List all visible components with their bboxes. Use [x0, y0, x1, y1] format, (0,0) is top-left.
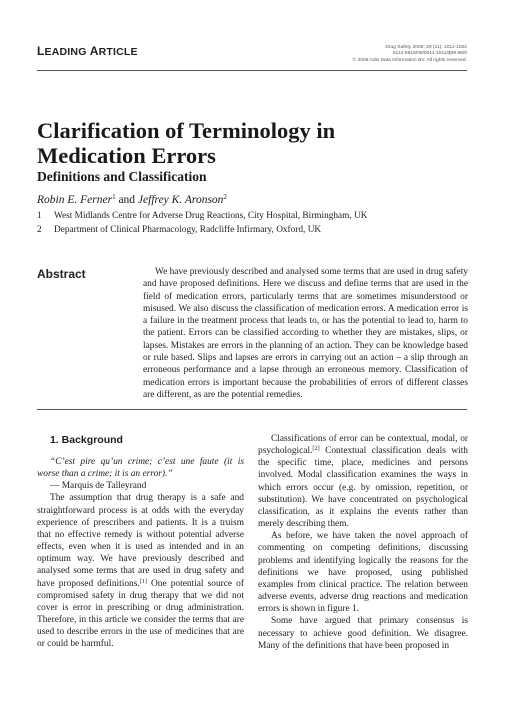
affiliation-text: West Midlands Centre for Adverse Drug Reactions, City Hospital, Birmingham, UK — [54, 211, 368, 221]
section-label-word: RTICLE — [98, 46, 138, 58]
reference-marker[interactable]: [1] — [139, 577, 147, 585]
journal-info — [353, 45, 467, 64]
body-column-left — [37, 433, 244, 651]
author-affiliation-marker: 2 — [223, 193, 227, 201]
abstract-divider — [37, 409, 467, 410]
article-subtitle: Definitions and Classification — [37, 169, 207, 184]
paragraph-text: Classifications of error can be contextual, modal, or psychological. — [258, 434, 468, 457]
author-name: Jeffrey K. Aronson — [137, 194, 224, 206]
journal-citation: Drug Safety 2006; 29 (11): 1011-1022 — [385, 45, 467, 50]
section-label-word: EADING — [44, 46, 87, 58]
affiliation-number: 2 — [37, 224, 42, 235]
section-label-initial: A — [89, 44, 99, 58]
author-list — [37, 194, 227, 206]
affiliation-item — [37, 224, 467, 238]
copyright-notice: © 2006 Adis Data Information BV. All rights reserved. — [352, 57, 467, 63]
paragraph-text: The assumption that drug therapy is a safe and straightforward process is at odds with the everyday experience of prescribers and patients. It is a truism that no effective remedy is without potential adverse effects, even when it is used as intended and in an optimum way. We have previously described and analysed some terms that are used in drug safety and have proposed definitions. — [37, 493, 244, 589]
author-affiliation-marker: 1 — [112, 193, 116, 201]
body-paragraph — [37, 492, 244, 650]
section-heading: 1. Background — [50, 434, 123, 446]
title-line: Clarification of Terminology in — [37, 118, 336, 143]
body-paragraph — [258, 433, 468, 530]
paragraph-text: One potential source of compromised safety in drug therapy that we did not cover is error in prescribing or drug administration. Therefore, in this article we consider the terms that are used to describe errors in the use of medicines that are or could be harmful. — [37, 578, 244, 650]
header-divider — [37, 70, 467, 71]
epigraph-attribution: — Marquis de Talleyrand — [50, 481, 147, 492]
title-line: Medication Errors — [37, 143, 216, 168]
body-column-right — [258, 433, 468, 652]
epigraph-quote: “C’est pire qu’un crime; c’est une faute (it is worse than a crime; it is an error).” — [37, 457, 244, 480]
body-paragraph: Some have argued that primary consensus is necessary to achieve good definition. We disagree. Many of the definitions that have been proposed in — [258, 616, 468, 651]
section-label-initial: L — [37, 44, 45, 58]
paragraph-text: Contextual classification deals with the specific time, place, medicines and persons involved. Modal classification examines the ways in which errors occur (e.g. by omission, repetition, or substitution). We have concentrated on psychological classification, as it explains the events rather than merely describing them. — [258, 446, 468, 530]
section-label — [37, 44, 138, 58]
author-name: Robin E. Ferner — [37, 194, 113, 206]
abstract-heading: Abstract — [37, 267, 86, 281]
body-paragraph: As before, we have taken the novel approach of commenting on competing definitions, discussing problems and identifying logically the reasons for the definitions we have proposed, using published examples from clinical practice. The relation between adverse events, adverse drug reactions and medication errors is shown in figure 1. — [258, 531, 468, 615]
article-title — [37, 118, 477, 168]
author-separator: and — [118, 194, 136, 206]
reference-marker[interactable]: [2] — [312, 445, 320, 453]
affiliation-number: 1 — [37, 211, 42, 221]
affiliation-list — [37, 210, 467, 237]
affiliation-text: Department of Clinical Pharmacology, Radcliffe Infirmary, Oxford, UK — [54, 224, 322, 235]
abstract-body: We have previously described and analysed some terms that are used in drug safety and have proposed definitions. Here we discuss and define terms that are used in the field of medication errors, particularly terms that are sometimes misunderstood or misused. We also discuss the classification of medication errors. A medication error is a failure in the treatment process that leads to, or has the potential to lead to, harm to the patient. Errors can be classified according to whether they are mistakes, slips, or lapses. Mistakes are errors in the planning of an action. They can be knowledge based or rule based. Slips and lapses are errors in carrying out an action – a slip through an erroneous performance and a lapse through an erroneous memory. Classification of medication errors is important because the probabilities of errors of different classes are different, as are the potential remedies. — [143, 267, 468, 400]
journal-issn: 0114-5916/06/0011-1011/$39.95/0 — [392, 51, 467, 57]
affiliation-item — [37, 210, 467, 224]
